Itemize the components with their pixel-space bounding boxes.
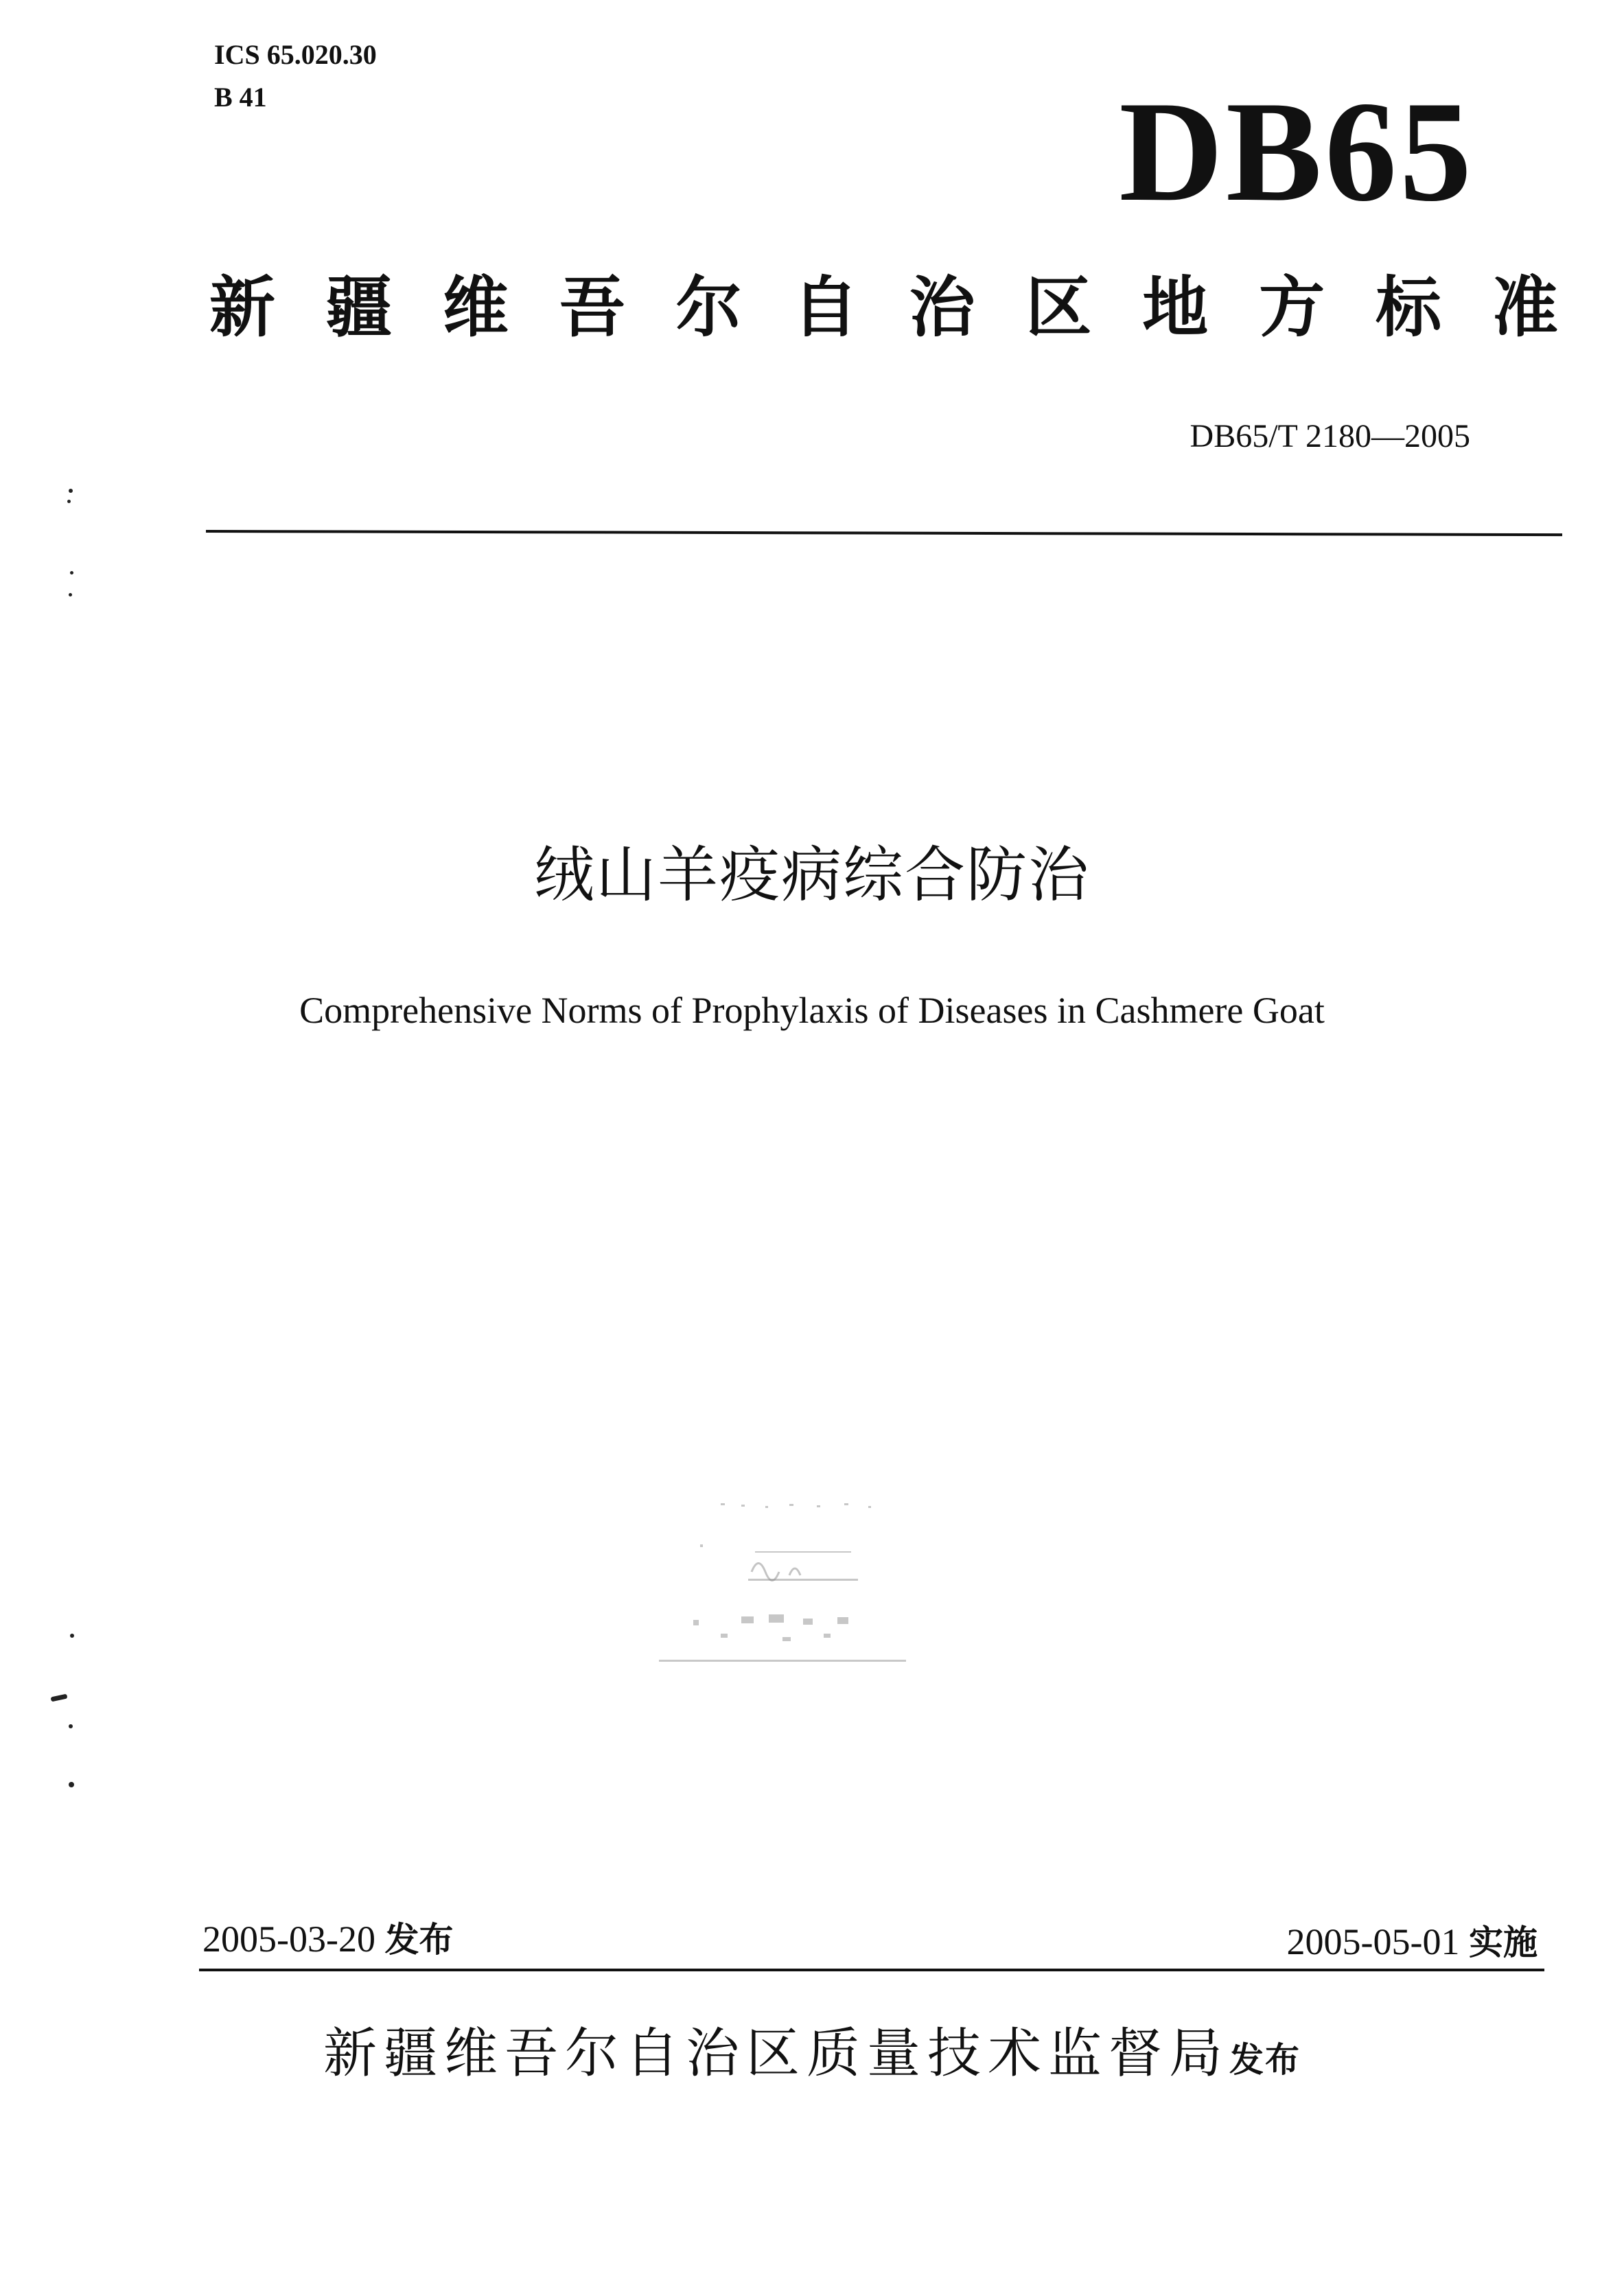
- publisher: [0, 2022, 1624, 2087]
- scan-speck: [69, 1782, 74, 1787]
- faint-stamp-mark: [618, 1496, 954, 1675]
- category-char: 地: [1142, 269, 1209, 346]
- scan-speck: [67, 500, 71, 503]
- footer-divider: [199, 1969, 1544, 1971]
- implement-date: [1287, 1915, 1538, 1964]
- implement-date-value: 2005-05-01: [1286, 1921, 1460, 1962]
- implement-label: 实施: [1469, 1923, 1538, 1962]
- category-char: 维: [442, 269, 509, 346]
- ccs-code: B 41: [214, 82, 267, 113]
- issue-date-value: 2005-03-20: [202, 1918, 375, 1960]
- category-char: 治: [909, 269, 975, 346]
- title-english: Comprehensive Norms of Prophylaxis of Diseases in Cashmere Goat: [299, 990, 1325, 1031]
- publisher-name: 新疆维吾尔自治区质量技术监督局: [323, 2023, 1229, 2085]
- scan-speck: [69, 593, 72, 596]
- scan-speck: [69, 489, 73, 493]
- issue-date: [202, 1912, 453, 1962]
- category-char: 尔: [675, 269, 742, 346]
- scan-speck: [69, 1724, 73, 1728]
- standard-category: [209, 269, 1558, 346]
- category-char: 自: [792, 269, 859, 346]
- ics-code: ICS 65.020.30: [214, 39, 377, 70]
- category-char: 区: [1025, 269, 1092, 346]
- publisher-suffix: 发布: [1229, 2040, 1301, 2080]
- header-divider: [206, 530, 1562, 536]
- scan-speck: [51, 1694, 68, 1702]
- category-char: 标: [1376, 269, 1442, 346]
- scan-speck: [70, 1634, 74, 1638]
- category-char: 吾: [559, 269, 625, 346]
- scan-speck: [70, 571, 73, 575]
- category-char: 疆: [325, 269, 392, 346]
- issue-label: 发布: [384, 1920, 454, 1960]
- category-char: 新: [209, 269, 275, 346]
- title-chinese: 绒山羊疫病综合防治: [533, 839, 1090, 910]
- category-char: 准: [1492, 269, 1558, 346]
- standard-logo: DB65: [1119, 72, 1474, 231]
- standard-number: DB65/T 2180—2005: [1190, 418, 1470, 454]
- category-char: 方: [1259, 269, 1325, 346]
